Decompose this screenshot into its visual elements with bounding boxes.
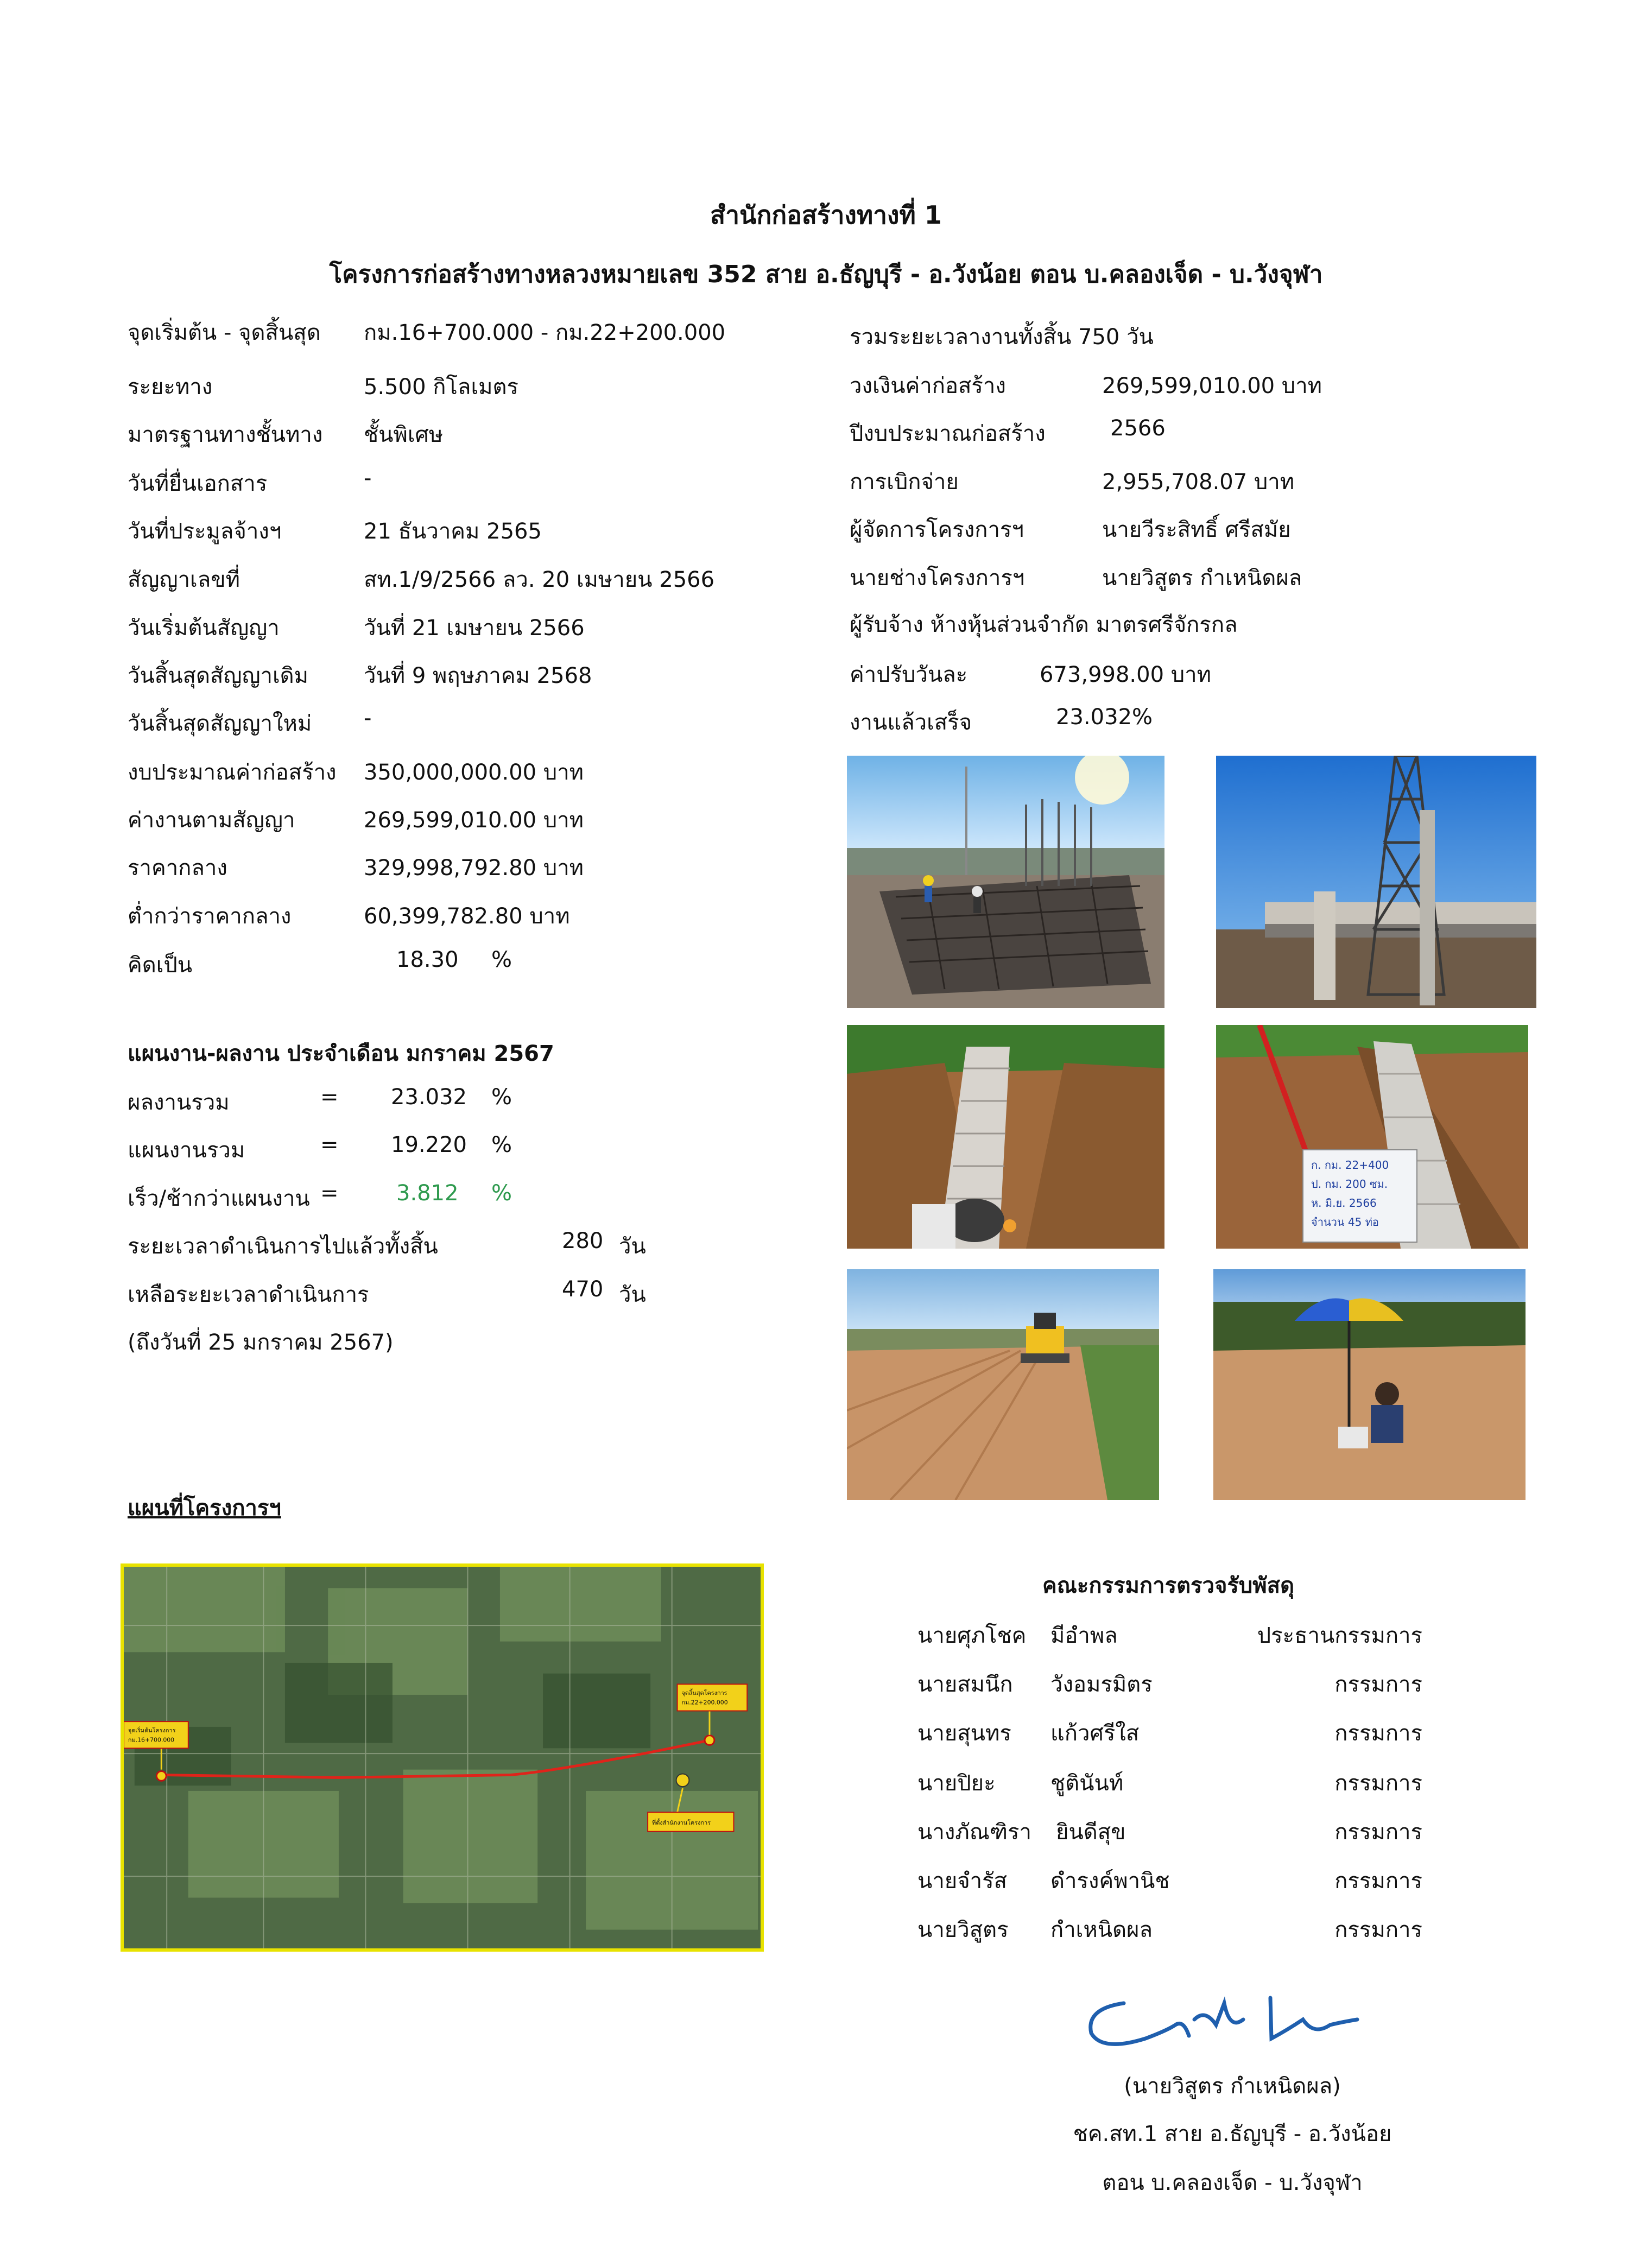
progress-label: ผลงานรวม <box>128 1090 230 1115</box>
office-title: สำนักก่อสร้างทางที่ 1 <box>710 200 942 230</box>
member-name: นายศุภโชค <box>917 1623 1027 1648</box>
left-info-value: 18.30 <box>396 947 459 972</box>
progress-eq: = <box>320 1085 339 1110</box>
left-info-label: ราคากลาง <box>128 856 227 881</box>
map-end-km: กม.22+200.000 <box>681 1699 728 1706</box>
left-info-value: - <box>364 706 372 731</box>
signer-name: (นายวิสูตร กำเหนิดผล) <box>1124 2074 1341 2099</box>
contractor: ผู้รับจ้าง ห้างหุ้นส่วนจำกัด มาตรศรีจักรกล <box>850 612 1238 637</box>
left-info-label: สัญญาเลขที่ <box>128 567 240 592</box>
right-info-value: นายวีระสิทธิ์ ศรีสมัย <box>1102 517 1291 542</box>
project-title: โครงการก่อสร้างทางหลวงหมายเลข 352 สาย อ.ธัญบุรี - อ.วังน้อย ตอน บ.คลองเจ็ด - บ.วังจุฬา <box>329 261 1323 288</box>
photo-steel-tower <box>1216 756 1536 1008</box>
left-info-value: 269,599,010.00 บาท <box>364 808 584 833</box>
elapsed-value: 280 <box>562 1229 604 1254</box>
photo-note-line: ก. กม. 22+400 <box>1311 1159 1389 1172</box>
project-map <box>121 1563 764 1952</box>
member-role: กรรมการ <box>1334 1672 1422 1697</box>
committee-heading: คณะกรรมการตรวจรับพัสดุ <box>1042 1573 1295 1598</box>
left-info-value: ชั้นพิเศษ <box>364 422 444 447</box>
photo-note-line: ป. กม. 200 ซม. <box>1311 1178 1388 1191</box>
signature-image <box>1080 1987 1373 2058</box>
photo-grader-road <box>847 1269 1159 1500</box>
map-start-label: จุดเริ่มต้นโครงการ <box>128 1726 176 1734</box>
left-info-value: 5.500 กิโลเมตร <box>364 375 518 400</box>
left-info-label: วันที่ยื่นเอกสาร <box>128 471 268 496</box>
photo-rebar-foundation <box>847 756 1164 1008</box>
member-name: นายปิยะ <box>917 1771 996 1796</box>
progress-eq: = <box>320 1181 339 1206</box>
member-name: นางภัณฑิรา <box>917 1820 1031 1845</box>
photo-pipe-trench-2 <box>1216 1025 1528 1249</box>
left-info-label: วันเริ่มต้นสัญญา <box>128 616 280 641</box>
progress-label: แผนงานรวม <box>128 1138 245 1163</box>
member-role: กรรมการ <box>1334 1869 1422 1894</box>
member-surname: ชูตินันท์ <box>1050 1771 1124 1796</box>
member-surname: ยินดีสุข <box>1056 1820 1126 1845</box>
progress-heading: แผนงาน-ผลงาน ประจำเดือน มกราคม 2567 <box>128 1041 554 1066</box>
member-name: นายจำรัส <box>917 1869 1008 1894</box>
left-info-value: - <box>364 466 372 491</box>
elapsed-label: ระยะเวลาดำเนินการไปแล้วทั้งสิ้น <box>128 1234 438 1259</box>
progress-value: 19.220 <box>391 1132 467 1157</box>
progress-value-ahead: 3.812 <box>396 1181 459 1206</box>
right-info-label: นายช่างโครงการฯ <box>850 566 1025 591</box>
map-end-label: จุดสิ้นสุดโครงการ <box>681 1689 727 1696</box>
photo-pipe-trench-1 <box>847 1025 1164 1249</box>
member-role: กรรมการ <box>1334 1917 1422 1942</box>
member-role: กรรมการ <box>1334 1721 1422 1746</box>
left-info-label: วันสิ้นสุดสัญญาเดิม <box>128 663 309 688</box>
right-info-value: 2,955,708.07 บาท <box>1102 470 1295 495</box>
left-info-value: 329,998,792.80 บาท <box>364 856 584 881</box>
left-info-label: ต่ำกว่าราคากลาง <box>128 904 292 929</box>
right-info-label: การเบิกจ่าย <box>850 470 959 495</box>
member-surname: วังอมรมิตร <box>1050 1672 1153 1697</box>
right-info-value: 269,599,010.00 บาท <box>1102 373 1322 398</box>
fine-label: ค่าปรับวันละ <box>850 662 968 687</box>
left-info-label: ระยะทาง <box>128 375 213 400</box>
remaining-label: เหลือระยะเวลาดำเนินการ <box>128 1282 369 1307</box>
member-role: กรรมการ <box>1334 1771 1422 1796</box>
photo-note-line: จำนวน 45 ท่อ <box>1311 1216 1379 1229</box>
member-name: นายสมนึก <box>917 1672 1013 1697</box>
left-info-value: 21 ธันวาคม 2565 <box>364 519 542 544</box>
right-info-label: วงเงินค่าก่อสร้าง <box>850 373 1006 398</box>
remaining-value: 470 <box>562 1277 604 1302</box>
done-label: งานแล้วเสร็จ <box>850 710 972 735</box>
left-info-label: ค่างานตามสัญญา <box>128 808 295 833</box>
left-info-label: มาตรฐานทางชั้นทาง <box>128 422 323 447</box>
done-value: 23.032% <box>1056 705 1153 730</box>
member-surname: ดำรงค์พานิช <box>1050 1869 1170 1894</box>
progress-value: 23.032 <box>391 1085 467 1110</box>
left-info-value: วันที่ 9 พฤษภาคม 2568 <box>364 663 592 688</box>
as-of-date: (ถึงวันที่ 25 มกราคม 2567) <box>128 1330 394 1355</box>
map-heading: แผนที่โครงการฯ <box>128 1496 281 1521</box>
left-info-unit: % <box>491 947 512 972</box>
member-name: นายสุนทร <box>917 1721 1011 1746</box>
day-unit: วัน <box>619 1282 646 1307</box>
member-surname: แก้วศรีใส <box>1050 1721 1140 1746</box>
map-start-km: กม.16+700.000 <box>128 1736 175 1744</box>
right-info-label: ผู้จัดการโครงการฯ <box>850 517 1024 542</box>
day-unit: วัน <box>619 1234 646 1259</box>
left-info-label: วันสิ้นสุดสัญญาใหม่ <box>128 711 312 736</box>
right-info-value: 2566 <box>1110 416 1166 441</box>
right-info-label: ปีงบประมาณก่อสร้าง <box>850 421 1046 446</box>
signer-position: ชค.สท.1 สาย อ.ธัญบุรี - อ.วังน้อย <box>1073 2122 1392 2147</box>
left-info-value: กม.16+700.000 - กม.22+200.000 <box>364 320 726 345</box>
left-info-value: 60,399,782.80 บาท <box>364 904 570 929</box>
left-info-label: งบประมาณค่าก่อสร้าง <box>128 760 337 785</box>
left-info-value: สท.1/9/2566 ลว. 20 เมษายน 2566 <box>364 567 715 592</box>
left-info-value: วันที่ 21 เมษายน 2566 <box>364 616 585 641</box>
right-info-value: นายวิสูตร กำเหนิดผล <box>1102 566 1302 591</box>
left-info-value: 350,000,000.00 บาท <box>364 760 584 785</box>
photo-note-line: ห. มิ.ย. 2566 <box>1311 1197 1377 1210</box>
member-surname: กำเหนิดผล <box>1050 1917 1153 1942</box>
signer-position-section: ตอน บ.คลองเจ็ด - บ.วังจุฬา <box>1102 2170 1363 2195</box>
member-role: ประธานกรรมการ <box>1257 1623 1422 1648</box>
progress-unit: % <box>491 1181 512 1206</box>
progress-unit: % <box>491 1085 512 1110</box>
member-role: กรรมการ <box>1334 1820 1422 1845</box>
left-info-label: คิดเป็น <box>128 953 193 978</box>
total-duration: รวมระยะเวลางานทั้งสิ้น 750 วัน <box>850 325 1154 350</box>
photo-umbrella-inspector <box>1213 1269 1526 1500</box>
progress-label: เร็ว/ช้ากว่าแผนงาน <box>128 1186 310 1211</box>
fine-value: 673,998.00 บาท <box>1040 662 1211 687</box>
left-info-label: จุดเริ่มต้น - จุดสิ้นสุด <box>128 320 321 345</box>
left-info-label: วันที่ประมูลจ้างฯ <box>128 519 282 544</box>
progress-eq: = <box>320 1132 339 1157</box>
map-office-label: ที่ตั้งสำนักงานโครงการ <box>652 1819 711 1826</box>
progress-unit: % <box>491 1132 512 1157</box>
member-surname: มีอำพล <box>1050 1623 1118 1648</box>
member-name: นายวิสูตร <box>917 1917 1009 1942</box>
